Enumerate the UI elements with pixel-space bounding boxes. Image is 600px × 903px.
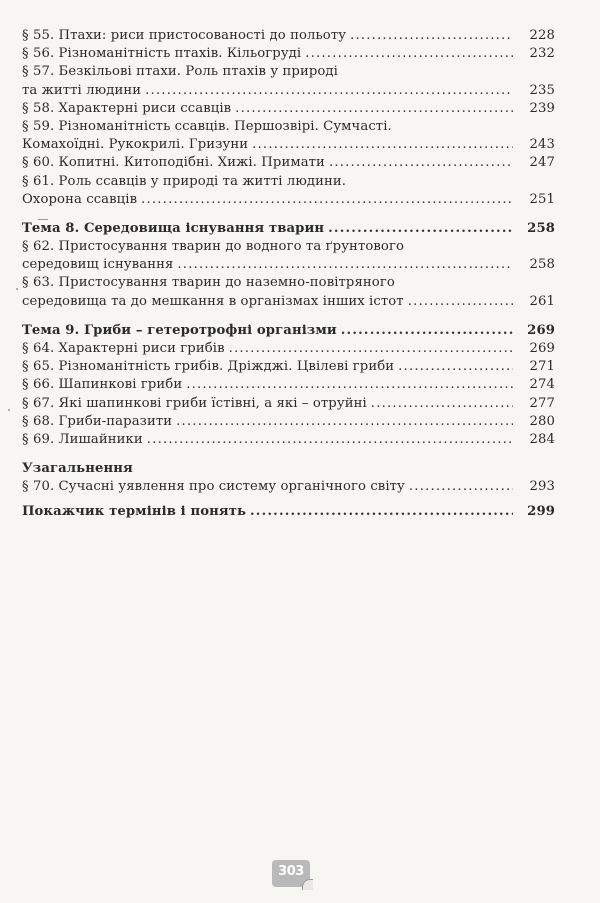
toc-entry-page: 239	[529, 100, 555, 116]
dot-leader	[305, 45, 513, 63]
toc-entry	[22, 154, 555, 172]
toc-entry-page: 293	[529, 479, 555, 495]
toc-entry-page: 261	[529, 293, 555, 309]
toc-entry	[22, 358, 555, 376]
toc-entry-page: 232	[529, 46, 555, 62]
scan-speck	[16, 288, 18, 290]
dot-leader	[229, 340, 513, 358]
page-number-badge	[272, 860, 310, 887]
toc-theme-heading	[22, 220, 555, 238]
dot-leader	[408, 293, 513, 311]
toc-entry-title: § 62. Пристосування тварин до водного та ґрунтового	[22, 239, 404, 255]
toc-entry-title: Комахоїдні. Рукокрилі. Гризуни	[22, 137, 249, 153]
dot-leader	[329, 154, 513, 172]
toc-entry-title: § 63. Пристосування тварин до наземно-повітряного	[22, 275, 395, 291]
dot-leader	[176, 413, 513, 431]
toc-index-entry-title: Покажчик термінів і понять	[22, 503, 247, 519]
toc-entry-page: 271	[529, 359, 555, 375]
toc-entry	[22, 82, 555, 100]
toc-entry	[22, 293, 555, 311]
toc-entry-title: Охорона ссавців	[22, 191, 138, 207]
toc-entry-title: § 65. Різноманітність грибів. Дріжджі. Цвілеві гриби	[22, 359, 395, 375]
toc-entry-page: 228	[529, 28, 555, 43]
toc-theme-heading-title: Тема 9. Гриби – гетеротрофні організми	[22, 322, 337, 338]
toc-entry-page: 243	[529, 137, 555, 153]
toc-entry-page: 251	[529, 191, 555, 207]
toc-index-entry-page: 299	[527, 503, 555, 519]
toc-entry-title: § 70. Сучасні уявлення про систему органічного світу	[22, 479, 405, 495]
toc-entry	[22, 63, 555, 81]
toc-index-entry	[22, 503, 555, 521]
dot-leader	[141, 191, 513, 209]
toc-entry	[22, 118, 555, 136]
toc-entry-page: 277	[529, 395, 555, 411]
dot-leader	[147, 431, 513, 449]
toc-entry-title: § 64. Характерні риси грибів	[22, 341, 225, 356]
page-curl-icon	[302, 879, 313, 890]
toc-entry-page: 274	[529, 377, 555, 393]
table-of-contents	[22, 27, 555, 521]
toc-entry-title: § 66. Шапинкові гриби	[22, 377, 183, 393]
dot-leader	[250, 503, 513, 521]
toc-entry	[22, 136, 555, 154]
toc-entry-title: § 55. Птахи: риси пристосованості до польоту	[22, 28, 347, 43]
dot-leader	[186, 376, 513, 394]
toc-entry-title: та житті людини	[22, 82, 142, 98]
toc-entry	[22, 256, 555, 274]
spacer	[22, 449, 555, 460]
dot-leader	[350, 27, 513, 45]
scan-speck	[38, 219, 48, 220]
toc-entry-title: § 57. Безкільові птахи. Роль птахів у природі	[22, 64, 338, 80]
toc-summary-heading	[22, 460, 555, 478]
toc-theme-heading	[22, 322, 555, 340]
toc-entry	[22, 173, 555, 191]
toc-entry-title: середовища та до мешкання в організмах інших істот	[22, 293, 404, 309]
dot-leader	[409, 478, 513, 496]
dot-leader	[398, 358, 513, 376]
dot-leader	[235, 100, 513, 118]
toc-entry	[22, 100, 555, 118]
toc-theme-heading-title: Тема 8. Середовища існування тварин	[22, 220, 325, 236]
toc-entry-title: § 58. Характерні риси ссавців	[22, 100, 232, 116]
toc-entry-title: середовищ існування	[22, 257, 174, 273]
spacer	[22, 311, 555, 322]
spacer	[22, 209, 555, 220]
toc-entry	[22, 431, 555, 449]
toc-entry	[22, 376, 555, 394]
toc-entry-title: § 60. Копитні. Китоподібні. Хижі. Примати	[22, 155, 325, 171]
scan-speck	[8, 409, 10, 411]
toc-entry	[22, 340, 555, 358]
toc-entry-title: § 56. Різноманітність птахів. Кільогруді	[22, 46, 302, 62]
dot-leader	[328, 220, 513, 238]
page-number: 303	[278, 864, 304, 879]
toc-entry-title: § 69. Лишайники	[22, 431, 143, 447]
toc-entry	[22, 274, 555, 292]
dot-leader	[145, 82, 513, 100]
dot-leader	[252, 136, 513, 154]
dot-leader	[341, 322, 513, 340]
dot-leader	[371, 395, 513, 413]
toc-entry	[22, 413, 555, 431]
dot-leader	[177, 256, 513, 274]
toc-entry-title: § 67. Які шапинкові гриби їстівні, а які – отруйні	[22, 395, 367, 411]
toc-entry	[22, 45, 555, 63]
toc-summary-heading-text: Узагальнення	[22, 461, 133, 477]
toc-entry	[22, 27, 555, 45]
toc-entry	[22, 238, 555, 256]
toc-entry-page: 269	[529, 341, 555, 356]
toc-entry-page: 284	[529, 431, 555, 447]
toc-entry-title: § 61. Роль ссавців у природі та житті людини.	[22, 173, 347, 189]
toc-entry	[22, 478, 555, 496]
toc-entry-page: 247	[529, 155, 555, 171]
toc-entry	[22, 395, 555, 413]
toc-theme-heading-page: 258	[527, 220, 555, 236]
toc-entry	[22, 191, 555, 209]
toc-entry-page: 258	[529, 257, 555, 273]
toc-entry-page: 280	[529, 413, 555, 429]
toc-entry-page: 235	[529, 82, 555, 98]
toc-entry-title: § 59. Різноманітність ссавців. Першозвірі. Сумчасті.	[22, 118, 392, 134]
toc-entry-title: § 68. Гриби-паразити	[22, 413, 173, 429]
toc-theme-heading-page: 269	[527, 322, 555, 338]
